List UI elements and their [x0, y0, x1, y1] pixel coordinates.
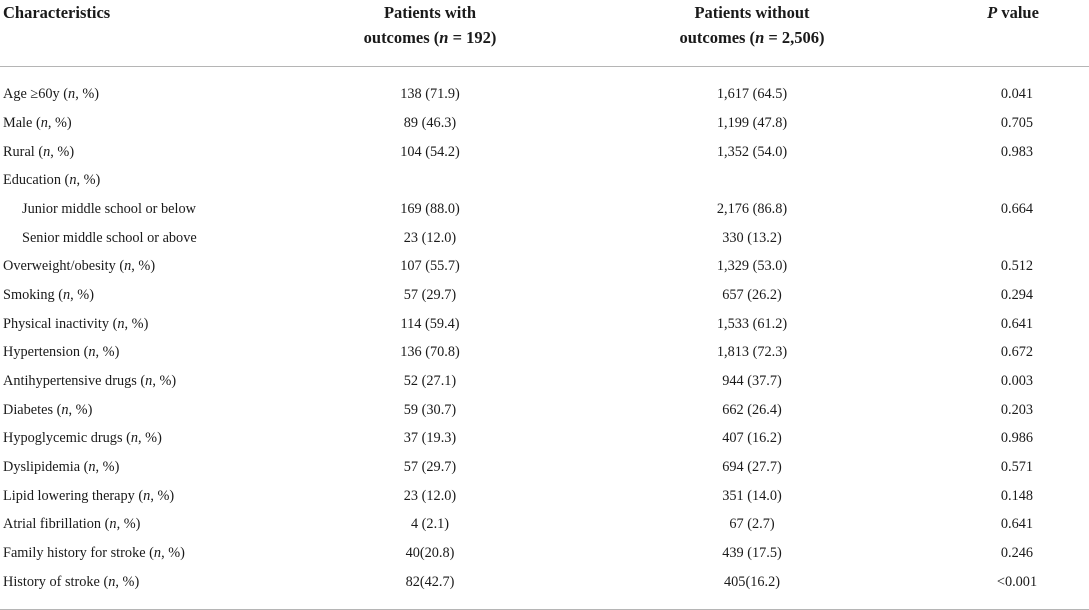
row-label: [0, 195, 293, 224]
row-label-n: n: [108, 573, 116, 590]
row-label: [0, 138, 293, 167]
row-label-n: n: [40, 114, 48, 131]
table-row: [0, 396, 1089, 425]
row-label-text: Junior middle school or below: [22, 200, 196, 217]
cell-p-value: [937, 252, 1089, 281]
cell-with-outcomes: 52 (27.1): [403, 373, 457, 390]
header-with-suffix: = 192): [448, 28, 497, 47]
row-label-tail: , %): [161, 545, 185, 562]
header-with-outcomes-line2: [293, 25, 567, 50]
row-label-tail: , %): [138, 430, 162, 447]
p-value-text: 0.512: [1000, 258, 1034, 275]
header-without-suffix: = 2,506): [764, 28, 825, 47]
row-label: [0, 396, 293, 425]
cell-without-outcomes: 407 (16.2): [722, 430, 782, 447]
row-label-n: n: [143, 487, 151, 504]
cell-p-value: [937, 396, 1089, 425]
cell-p-value: [937, 281, 1089, 310]
row-label-n: n: [61, 401, 69, 418]
cell-without-outcomes: 351 (14.0): [722, 487, 782, 504]
p-value-text: <0.001: [996, 573, 1038, 590]
cell-with-outcomes: 169 (88.0): [400, 200, 460, 217]
cell-with-outcomes: 82(42.7): [293, 568, 567, 609]
table-row: [0, 195, 1089, 224]
p-value-text: 0.246: [1000, 545, 1034, 562]
row-label-text: Dyslipidemia (: [3, 459, 89, 476]
cell-without-outcomes: 662 (26.4): [722, 401, 782, 418]
header-with-n: n: [439, 28, 449, 47]
row-label: [0, 109, 293, 138]
row-label-tail: , %): [47, 114, 72, 131]
cell-p-value: [937, 539, 1089, 568]
row-label-text: Hypoglycemic drugs (: [3, 430, 131, 447]
header-p-suffix: value: [997, 3, 1039, 22]
cell-p-value: [937, 339, 1089, 368]
table-row: [0, 482, 1089, 511]
row-label: [0, 166, 293, 195]
row-label-text: Overweight/obesity (: [3, 258, 125, 275]
row-label-text: Smoking (: [3, 286, 63, 303]
p-value-text: 0.041: [1000, 86, 1034, 102]
row-label-tail: , %): [75, 86, 100, 102]
row-label-n: n: [117, 315, 125, 332]
p-value-text: 0.571: [1000, 459, 1034, 476]
row-label-n: n: [43, 143, 51, 160]
row-label-text: Hypertension (: [3, 344, 89, 361]
row-label-tail: , %): [116, 516, 141, 533]
row-label-n: n: [88, 344, 96, 361]
row-label-n: n: [68, 86, 76, 102]
row-label-tail: , %): [115, 573, 140, 590]
cell-without-outcomes: 1,199 (47.8): [716, 114, 788, 131]
cell-without-outcomes: 2,176 (86.8): [716, 200, 788, 217]
header-with-outcomes-line1: Patients with: [383, 3, 477, 22]
row-label-tail: , %): [95, 459, 120, 476]
row-label-text: Lipid lowering therapy (: [3, 487, 144, 504]
p-value-text: 0.664: [1000, 200, 1034, 217]
cell-p-value: [937, 138, 1089, 167]
header-p-letter: P: [987, 3, 998, 22]
cell-without-outcomes: 694 (27.7): [722, 459, 782, 476]
cell-p-value: [937, 310, 1089, 339]
table-row: [0, 281, 1089, 310]
row-label: [0, 539, 293, 568]
cell-p-value: [937, 195, 1089, 224]
p-value-text: 0.003: [1000, 373, 1034, 390]
row-label: [0, 367, 293, 396]
cell-p-value: [937, 109, 1089, 138]
cell-with-outcomes: 4 (2.1): [410, 516, 450, 533]
table-row: [0, 367, 1089, 396]
header-without-outcomes-line2: [567, 25, 937, 50]
header-without-n: n: [755, 28, 765, 47]
cell-p-value: [937, 568, 1089, 609]
row-label-tail: , %): [95, 344, 120, 361]
cell-with-outcomes: 138 (71.9): [400, 86, 460, 102]
cell-without-outcomes: 1,813 (72.3): [716, 344, 788, 361]
table-row: [0, 568, 1089, 609]
cell-p-value: [937, 67, 1089, 110]
header-without-prefix: outcomes (: [679, 28, 756, 47]
cell-without-outcomes: 1,617 (64.5): [716, 86, 788, 102]
cell-with-outcomes: 104 (54.2): [400, 143, 460, 160]
table-row: [0, 511, 1089, 540]
cell-with-outcomes: 40(20.8): [405, 545, 455, 562]
cell-p-value: [937, 425, 1089, 454]
row-label: [0, 281, 293, 310]
row-label: [0, 224, 293, 253]
cell-p-value: [937, 367, 1089, 396]
cell-without-outcomes: 657 (26.2): [722, 286, 782, 303]
cell-with-outcomes: 136 (70.8): [400, 344, 460, 361]
row-label-tail: , %): [68, 401, 93, 418]
row-label-tail: , %): [152, 373, 177, 390]
header-row: [0, 0, 1089, 67]
cell-without-outcomes: 1,533 (61.2): [716, 315, 788, 332]
p-value-text: 0.672: [1000, 344, 1034, 361]
row-label-n: n: [145, 373, 153, 390]
row-label: [0, 425, 293, 454]
table-header: [0, 0, 1089, 67]
table-row: [0, 310, 1089, 339]
row-label: [0, 339, 293, 368]
header-with-outcomes: [293, 0, 567, 67]
cell-without-outcomes: 330 (13.2): [722, 229, 782, 246]
cell-without-outcomes: 1,352 (54.0): [716, 143, 788, 160]
cell-with-outcomes: 57 (29.7): [403, 459, 457, 476]
table-row: [0, 425, 1089, 454]
cell-without-outcomes: 67 (2.7): [729, 516, 775, 533]
table-row: [0, 67, 1089, 110]
p-value-text: 0.641: [1000, 315, 1034, 332]
header-p-value: [937, 0, 1089, 67]
p-value-text: 0.203: [1000, 401, 1034, 418]
cell-without-outcomes: 1,329 (53.0): [716, 258, 788, 275]
p-value-text: 0.294: [1000, 286, 1034, 303]
cell-p-value: [937, 511, 1089, 540]
cell-with-outcomes: 59 (30.7): [403, 401, 457, 418]
table-row: [0, 166, 1089, 195]
row-label: [0, 310, 293, 339]
row-label-tail: , %): [124, 315, 149, 332]
row-label: [0, 67, 293, 110]
p-value-text: 0.986: [1000, 430, 1034, 447]
row-label-n: n: [69, 172, 77, 189]
header-without-outcomes-line1: Patients without: [694, 3, 810, 22]
row-label-text: Physical inactivity (: [3, 315, 118, 332]
row-label: [0, 453, 293, 482]
cell-p-value: [937, 453, 1089, 482]
row-label-n: n: [62, 286, 71, 303]
row-label-text: Rural (: [3, 143, 44, 160]
row-label-tail: , %): [76, 172, 101, 189]
table-row: [0, 453, 1089, 482]
row-label-text: Atrial fibrillation (: [3, 516, 110, 533]
row-label: [0, 568, 293, 609]
row-label-n: n: [109, 516, 117, 533]
row-label-n: n: [153, 545, 162, 562]
cell-with-outcomes: [293, 166, 567, 195]
row-label-tail: , %): [70, 286, 94, 303]
row-label-tail: , %): [131, 258, 156, 275]
row-label-tail: , %): [50, 143, 75, 160]
row-label-text: Family history for stroke (: [3, 545, 154, 562]
row-label: [0, 252, 293, 281]
header-with-prefix: outcomes (: [363, 28, 440, 47]
header-without-outcomes: [567, 0, 937, 67]
cell-without-outcomes: [567, 166, 937, 195]
table-row: [0, 224, 1089, 253]
table-body: [0, 67, 1089, 610]
row-label-text: Age ≥60y (: [3, 86, 69, 102]
table-row: [0, 109, 1089, 138]
p-value-text: 0.148: [1000, 487, 1034, 504]
p-value-text: 0.705: [1000, 114, 1034, 131]
cell-with-outcomes: 57 (29.7): [403, 286, 457, 303]
cell-with-outcomes: 89 (46.3): [403, 114, 457, 131]
p-value-text: 0.641: [1000, 516, 1034, 533]
cell-without-outcomes: 439 (17.5): [722, 545, 782, 562]
table-row: [0, 339, 1089, 368]
cell-with-outcomes: 37 (19.3): [403, 430, 457, 447]
header-characteristics: [0, 0, 293, 67]
row-label-n: n: [124, 258, 132, 275]
row-label-n: n: [88, 459, 96, 476]
row-label-text: Senior middle school or above: [22, 229, 197, 246]
cell-p-value: [937, 482, 1089, 511]
row-label: [0, 511, 293, 540]
table-row: [0, 539, 1089, 568]
header-characteristics-text: Characteristics: [3, 3, 111, 22]
table-row: [0, 138, 1089, 167]
cell-without-outcomes: 944 (37.7): [722, 373, 782, 390]
cell-with-outcomes: 23 (12.0): [403, 487, 457, 504]
row-label-text: History of stroke (: [3, 573, 109, 590]
row-label-text: Education (: [3, 172, 70, 189]
p-value-text: 0.983: [1000, 143, 1034, 160]
row-label-text: Diabetes (: [3, 401, 62, 418]
cell-with-outcomes: 107 (55.7): [400, 258, 460, 275]
cell-p-value: [937, 166, 1089, 195]
row-label-text: Male (: [3, 114, 41, 131]
cell-with-outcomes: 114 (59.4): [400, 315, 460, 332]
cell-with-outcomes: 23 (12.0): [403, 229, 457, 246]
row-label-n: n: [130, 430, 139, 447]
cell-p-value: [937, 224, 1089, 253]
row-label-tail: , %): [150, 487, 175, 504]
row-label: [0, 482, 293, 511]
cell-without-outcomes: 405(16.2): [567, 568, 937, 609]
row-label-text: Antihypertensive drugs (: [3, 373, 146, 390]
table-row: [0, 252, 1089, 281]
